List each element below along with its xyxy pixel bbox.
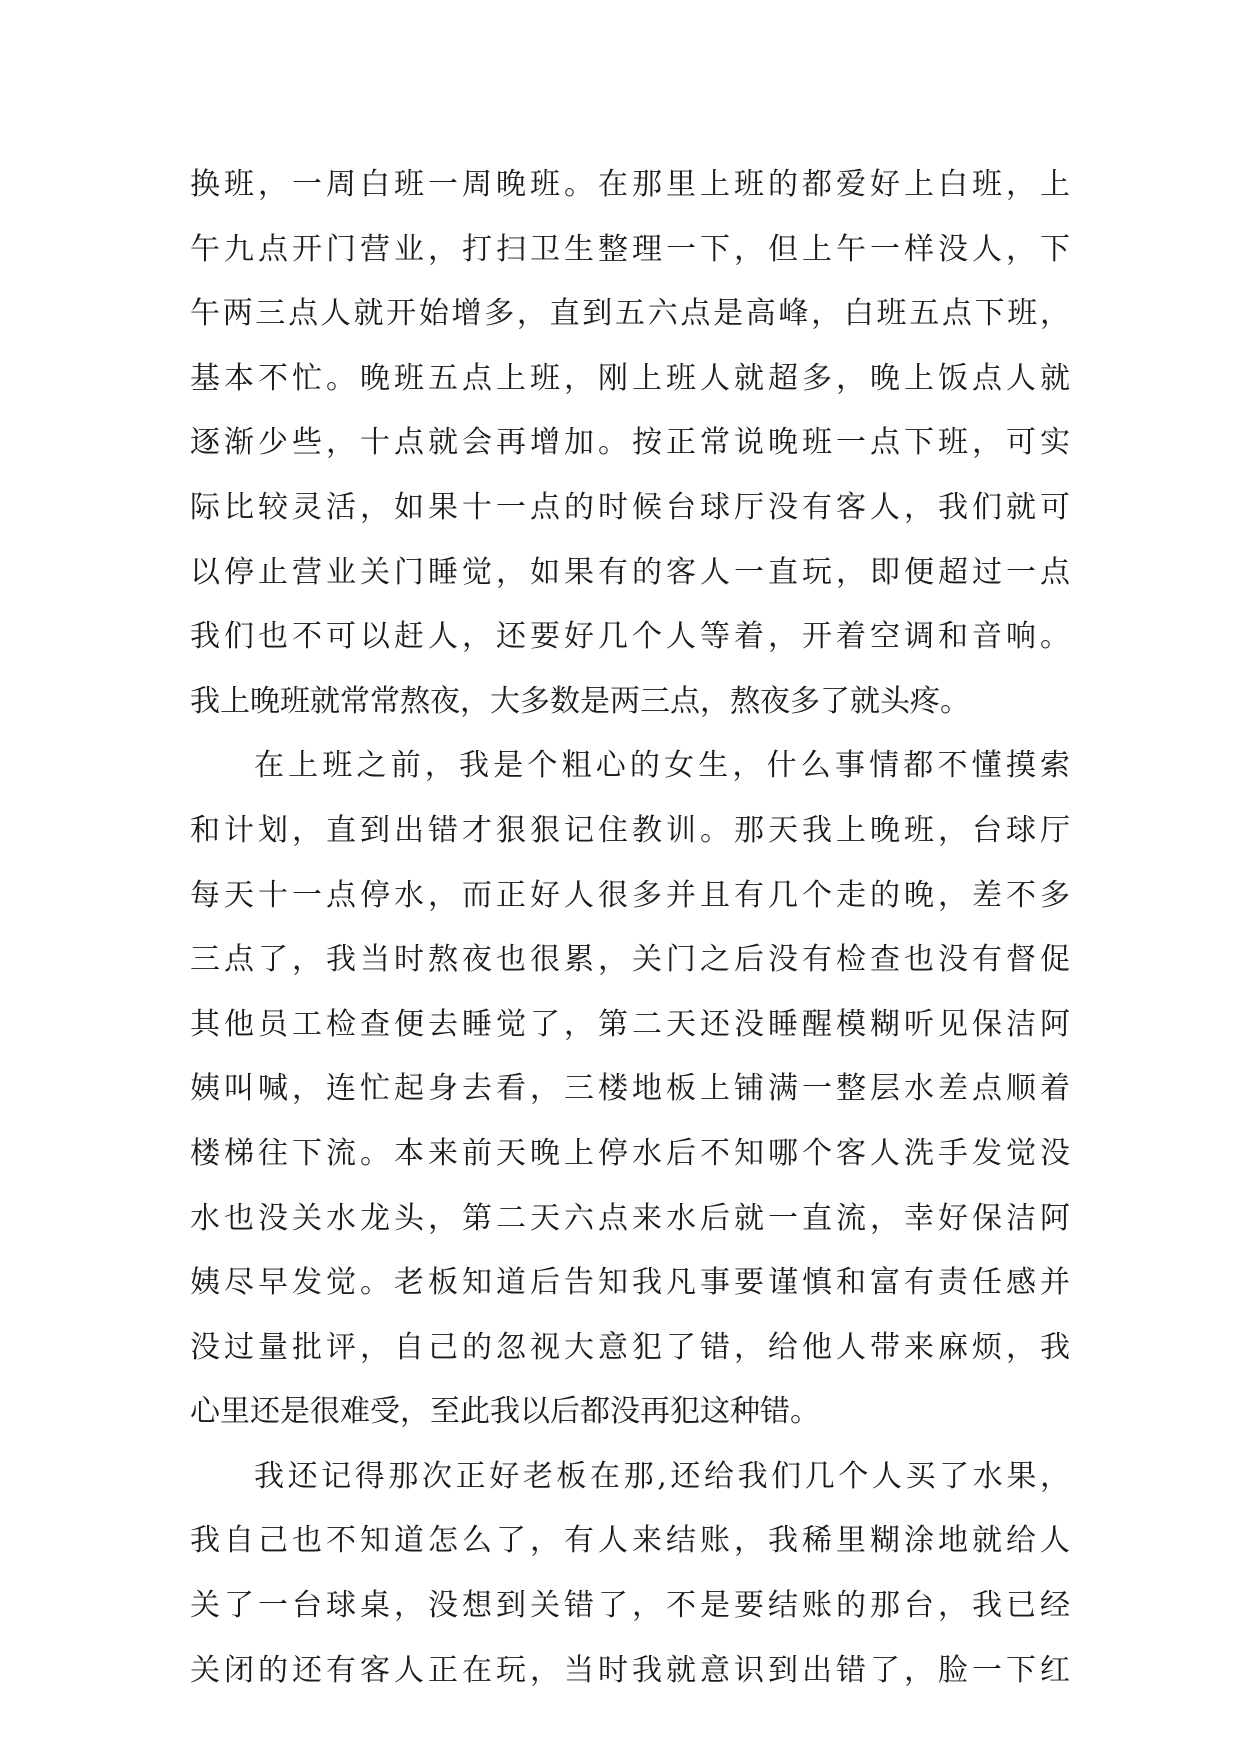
- text-line: 水也没关水龙头，第二天六点来水后就一直流，幸好保洁阿: [190, 1200, 1070, 1236]
- text-line: 心里还是很难受，至此我以后都没再犯这种错。: [190, 1394, 820, 1430]
- text-line: 在上班之前，我是个粗心的女生，什么事情都不懂摸索: [254, 748, 1070, 784]
- text-line: 际比较灵活，如果十一点的时候台球厅没有客人，我们就可: [190, 489, 1070, 525]
- text-line: 我上晚班就常常熬夜，大多数是两三点，熬夜多了就头疼。: [190, 683, 970, 719]
- text-line: 关了一台球桌，没想到关错了，不是要结账的那台，我已经: [190, 1588, 1070, 1624]
- document-body: [190, 153, 1070, 1703]
- text-line: 每天十一点停水，而正好人很多并且有几个走的晚，差不多: [190, 877, 1070, 913]
- text-line: 关闭的还有客人正在玩，当时我就意识到出错了，脸一下红: [190, 1652, 1070, 1688]
- text-line: 楼梯往下流。本来前天晚上停水后不知哪个客人洗手发觉没: [190, 1135, 1070, 1171]
- text-line: 三点了，我当时熬夜也很累，关门之后没有检查也没有督促: [190, 942, 1070, 978]
- text-line: 姨叫喊，连忙起身去看，三楼地板上铺满一整层水差点顺着: [190, 1071, 1070, 1107]
- text-line: 我自己也不知道怎么了，有人来结账，我稀里糊涂地就给人: [190, 1523, 1070, 1559]
- text-line: 午两三点人就开始增多，直到五六点是高峰，白班五点下班，: [190, 296, 1070, 332]
- text-line: 我还记得那次正好老板在那,还给我们几个人买了水果，: [254, 1458, 1070, 1494]
- text-line: 午九点开门营业，打扫卫生整理一下，但上午一样没人，下: [190, 231, 1070, 267]
- text-line: 姨尽早发觉。老板知道后告知我凡事要谨慎和富有责任感并: [190, 1265, 1070, 1301]
- text-line: 逐渐少些，十点就会再增加。按正常说晚班一点下班，可实: [190, 425, 1070, 461]
- text-line: 以停止营业关门睡觉，如果有的客人一直玩，即便超过一点: [190, 554, 1070, 590]
- text-line: 换班，一周白班一周晚班。在那里上班的都爱好上白班，上: [190, 167, 1070, 202]
- text-line: 我们也不可以赶人，还要好几个人等着，开着空调和音响。: [190, 619, 1070, 655]
- text-line: 没过量批评，自己的忽视大意犯了错，给他人带来麻烦，我: [190, 1329, 1070, 1365]
- text-line: 其他员工检查便去睡觉了，第二天还没睡醒模糊听见保洁阿: [190, 1006, 1070, 1042]
- text-line: 和计划，直到出错才狠狠记住教训。那天我上晚班，台球厅: [190, 812, 1070, 848]
- text-line: 基本不忙。晚班五点上班，刚上班人就超多，晚上饭点人就: [190, 360, 1070, 396]
